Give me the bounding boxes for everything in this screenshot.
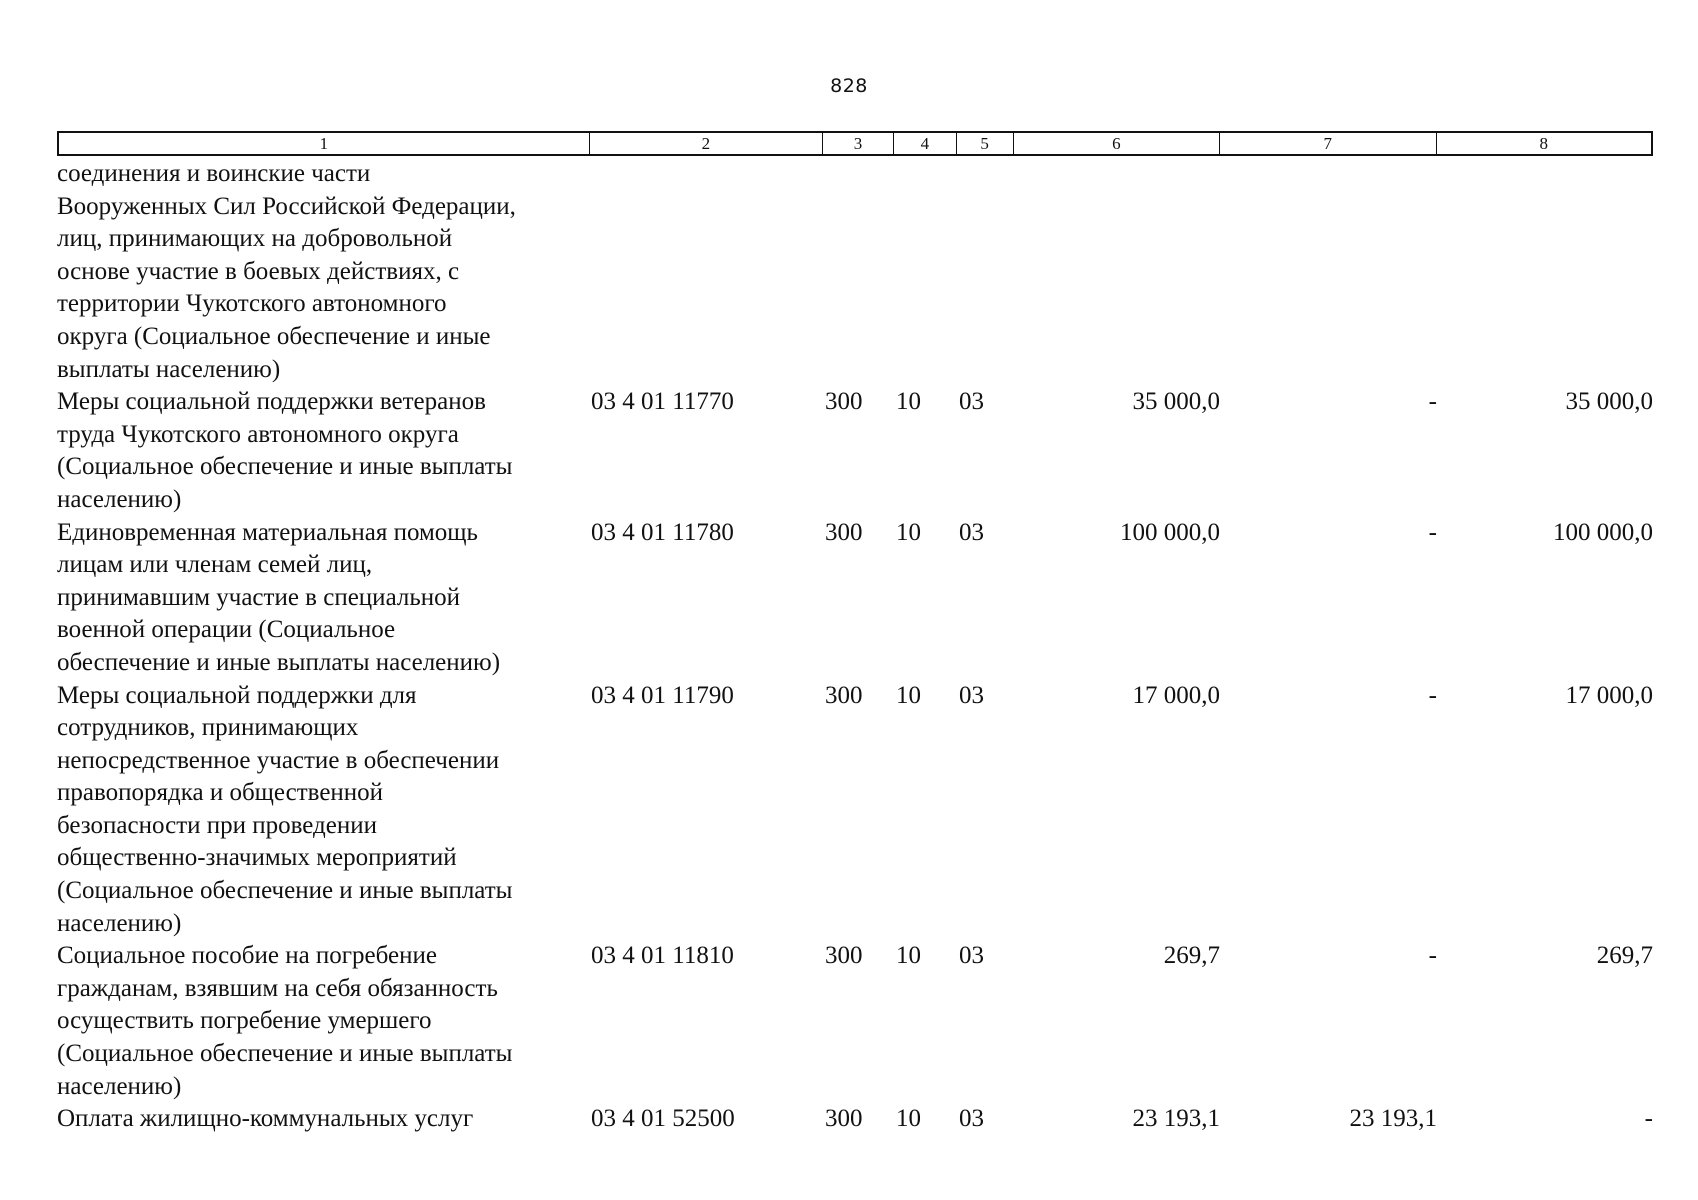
row-col-4: 10 bbox=[896, 1105, 921, 1133]
row-col-7: - bbox=[1428, 518, 1437, 546]
row-col-8: 100 000,0 bbox=[1553, 518, 1653, 546]
row-col-5: 03 bbox=[959, 388, 984, 416]
header-col-2: 2 bbox=[589, 133, 822, 154]
row-code: 03 4 01 11780 bbox=[591, 518, 734, 546]
row-description: соединения и воинские части Вооруженных Сил Российской Федерации, лиц, принимающих на добровольной основе участие в боевых действиях, с территории Чукотского автономного округа (Социальное обеспечение и иные выплаты населению) bbox=[57, 160, 516, 383]
row-col-6: 23 193,1 bbox=[1132, 1105, 1220, 1133]
row-col-7: - bbox=[1428, 942, 1437, 970]
row-col-6: 269,7 bbox=[1163, 942, 1220, 970]
row-col-5: 03 bbox=[959, 1105, 984, 1133]
row-col-4: 10 bbox=[896, 681, 921, 709]
row-col-5 bbox=[956, 158, 1013, 386]
table-row bbox=[57, 158, 1653, 386]
row-code: 03 4 01 11790 bbox=[591, 681, 734, 709]
header-col-5: 5 bbox=[956, 133, 1013, 154]
header-col-8: 8 bbox=[1436, 133, 1651, 154]
page-number: 828 bbox=[830, 75, 868, 97]
table-body bbox=[57, 158, 1653, 1136]
row-col-3: 300 bbox=[825, 518, 863, 546]
row-col-5: 03 bbox=[959, 942, 984, 970]
row-col-4: 10 bbox=[896, 388, 921, 416]
header-col-6: 6 bbox=[1013, 133, 1219, 154]
row-col-8 bbox=[1437, 158, 1653, 386]
header-col-1: 1 bbox=[319, 134, 329, 153]
row-col-3 bbox=[822, 158, 893, 386]
row-col-7: - bbox=[1428, 388, 1437, 416]
row-col-4: 10 bbox=[896, 518, 921, 546]
row-col-3: 300 bbox=[825, 1105, 863, 1133]
row-col-4 bbox=[893, 158, 956, 386]
row-col-5: 03 bbox=[959, 518, 984, 546]
row-col-7: - bbox=[1428, 681, 1437, 709]
row-col-8: 35 000,0 bbox=[1565, 388, 1653, 416]
table-row bbox=[57, 940, 1653, 1103]
row-code: 03 4 01 52500 bbox=[591, 1105, 735, 1133]
row-col-3: 300 bbox=[825, 388, 863, 416]
row-code: 03 4 01 11810 bbox=[591, 942, 734, 970]
table-row bbox=[57, 1103, 1653, 1136]
row-col-6: 35 000,0 bbox=[1132, 388, 1220, 416]
row-col-6 bbox=[1013, 158, 1220, 386]
table-row bbox=[57, 386, 1653, 516]
table-row bbox=[57, 680, 1653, 941]
row-col-8: 269,7 bbox=[1596, 942, 1653, 970]
row-col-3: 300 bbox=[825, 942, 863, 970]
row-description: Оплата жилищно-коммунальных услуг bbox=[57, 1105, 474, 1133]
row-col-6: 17 000,0 bbox=[1132, 681, 1220, 709]
row-description: Меры социальной поддержки для сотрудников, принимающих непосредственное участие в обеспечении правопорядка и общественной безопасности при проведении общественно-значимых мероприятий (Социальное обеспечение и иные выплаты населению) bbox=[57, 681, 513, 937]
row-description: Единовременная материальная помощь лицам или членам семей лиц, принимавшим участие в специальной военной операции (Социальное обеспечение и иные выплаты населению) bbox=[57, 518, 501, 676]
table-row bbox=[57, 517, 1653, 680]
row-col-7: 23 193,1 bbox=[1349, 1105, 1437, 1133]
header-col-3: 3 bbox=[822, 133, 893, 154]
row-code: 03 4 01 11770 bbox=[591, 388, 734, 416]
row-col-5: 03 bbox=[959, 681, 984, 709]
row-description: Социальное пособие на погребение гражданам, взявшим на себя обязанность осуществить погребение умершего (Социальное обеспечение и иные выплаты населению) bbox=[57, 942, 513, 1100]
header-col-4: 4 bbox=[893, 133, 956, 154]
table-header bbox=[57, 131, 1653, 156]
row-col-8: - bbox=[1644, 1105, 1653, 1133]
row-col-4: 10 bbox=[896, 942, 921, 970]
row-code bbox=[588, 158, 822, 386]
row-description: Меры социальной поддержки ветеранов труда Чукотского автономного округа (Социальное обеспечение и иные выплаты населению) bbox=[57, 388, 513, 513]
row-col-8: 17 000,0 bbox=[1565, 681, 1653, 709]
row-col-6: 100 000,0 bbox=[1120, 518, 1220, 546]
header-col-7: 7 bbox=[1219, 133, 1435, 154]
row-col-7 bbox=[1220, 158, 1437, 386]
row-col-3: 300 bbox=[825, 681, 863, 709]
